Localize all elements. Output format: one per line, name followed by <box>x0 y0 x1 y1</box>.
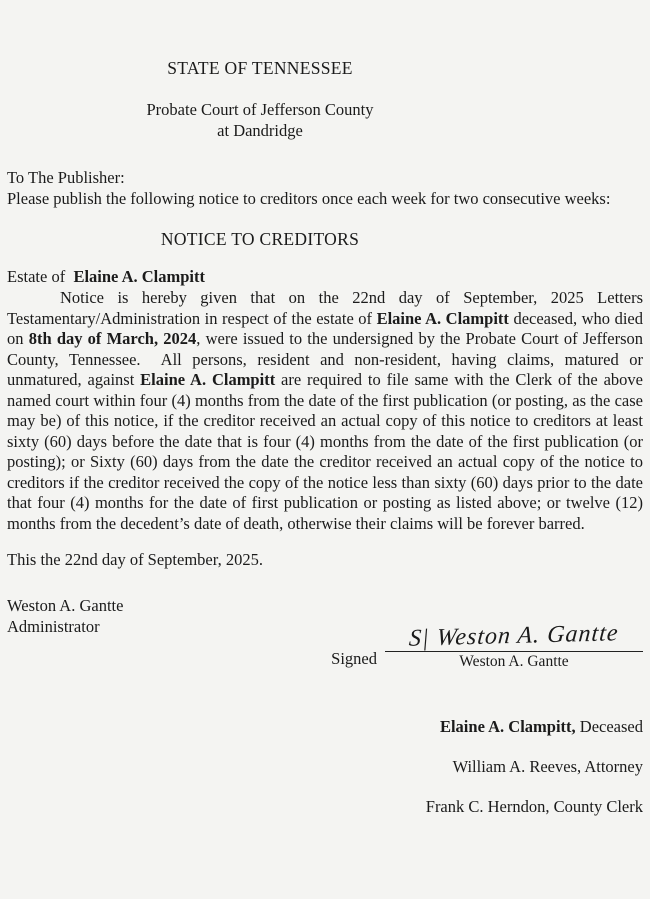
administrator-title: Administrator <box>7 617 100 636</box>
administrator-name: Weston A. Gantte <box>7 596 124 615</box>
deceased-line: Elaine A. Clampitt, Deceased <box>439 717 643 736</box>
publisher-instruction: Please publish the following notice to creditors once each week for two consecutive weeks: <box>7 189 611 208</box>
signature-printed-name: Weston A. Gantte <box>459 653 569 670</box>
signature-row <box>7 620 643 672</box>
attorney-line: William A. Reeves, Attorney <box>452 757 643 776</box>
court-name: Probate Court of Jefferson County <box>146 100 374 119</box>
court-location: at Dandridge <box>217 121 303 140</box>
court-header <box>7 99 643 141</box>
notice-title: NOTICE TO CREDITORS <box>160 229 360 249</box>
notice-body-paragraph: Notice is hereby given that on the 22nd day of September, 2025 Letters Testamentary/Administration in respect of the estate of Elaine A. Clampitt deceased, who died on 8th day of March, 2024, were issued to the undersigned by the Probate Court of Jefferson County, Tennessee. All persons, resident and non-resident, having claims, matured or unmatured, against Elaine A. Clampitt are required to file same with the Clerk of the above named court within four (4) months from the date of the first publication (or posting, as the case may be) of this notice, if the creditor received an actual copy of this notice to creditors at least sixty (60) days before the date that is four (4) months from the date of the first publication (or posting); or Sixty (60) days from the date the creditor received an actual copy of the notice to creditors if the creditor received the copy of the notice less than sixty (60) days prior to the date that four (4) months for the date of first publication or posting as listed above; or twelve (12) months from the decedent’s date of death, otherwise their claims will be forever barred. <box>7 288 648 533</box>
clerk-line: Frank C. Herndon, County Clerk <box>425 797 643 816</box>
signature-script: S| Weston A. Gantte <box>408 620 620 652</box>
signature-box <box>385 620 643 672</box>
estate-line: Estate of Elaine A. Clampitt <box>7 267 205 286</box>
signature-line <box>385 620 643 652</box>
signed-label: Signed <box>331 649 377 668</box>
publisher-salutation: To The Publisher: <box>7 168 125 187</box>
publisher-block <box>7 167 643 209</box>
execution-date-line: This the 22nd day of September, 2025. <box>7 550 263 569</box>
footer-block <box>7 716 643 817</box>
state-heading: STATE OF TENNESSEE <box>167 58 353 78</box>
